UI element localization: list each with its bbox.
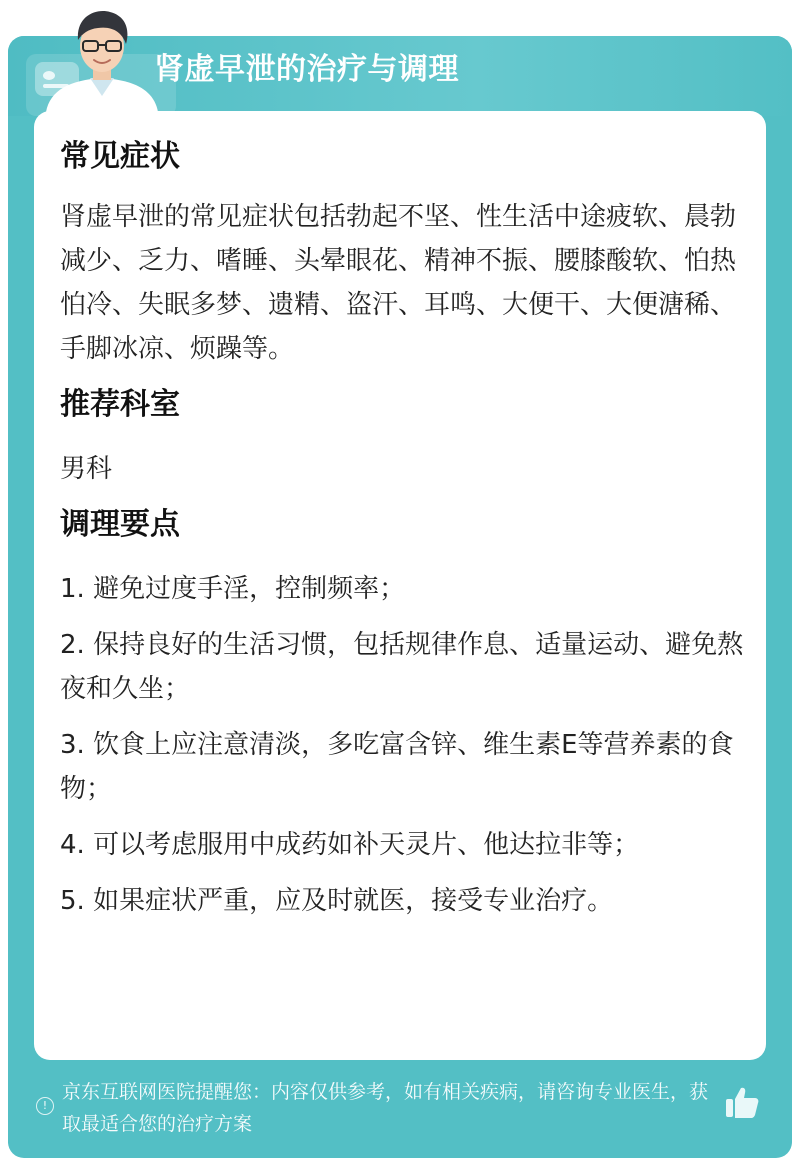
content-body	[60, 135, 748, 923]
care-item-4: 4. 可以考虑服用中成药如补天灵片、他达拉非等；	[60, 830, 640, 860]
section-heading-department: 推荐科室	[60, 387, 180, 422]
thumbs-up-icon[interactable]	[724, 1084, 760, 1120]
section-heading-care: 调理要点	[60, 507, 180, 542]
symptoms-text: 肾虚早泄的常见症状包括勃起不坚、性生活中途疲软、晨勃减少、乏力、嗜睡、头晕眼花、精神不振、腰膝酸软、怕热怕冷、失眠多梦、遗精、盗汗、耳鸣、大便干、大便溏稀、手脚冰凉、烦躁等。	[60, 202, 737, 364]
care-item-1: 1. 避免过度手淫，控制频率；	[60, 574, 406, 604]
page-title: 肾虚早泄的治疗与调理	[154, 52, 459, 87]
content-card	[34, 111, 766, 1060]
care-item-2: 2. 保持良好的生活习惯，包括规律作息、适量运动、避免熬夜和久坐；	[60, 630, 744, 704]
disclaimer-text: 京东互联网医院提醒您：内容仅供参考，如有相关疾病，请咨询专业医生，获取最适合您的治疗方案	[62, 1081, 709, 1135]
care-item-3: 3. 饮食上应注意清淡，多吃富含锌、维生素E等营养素的食物；	[60, 730, 734, 804]
section-heading-symptoms: 常见症状	[60, 139, 180, 174]
info-icon: !	[36, 1097, 54, 1115]
care-item-5: 5. 如果症状严重，应及时就医，接受专业治疗。	[60, 886, 614, 916]
department-text: 男科	[60, 454, 113, 484]
doctor-avatar	[40, 4, 164, 112]
